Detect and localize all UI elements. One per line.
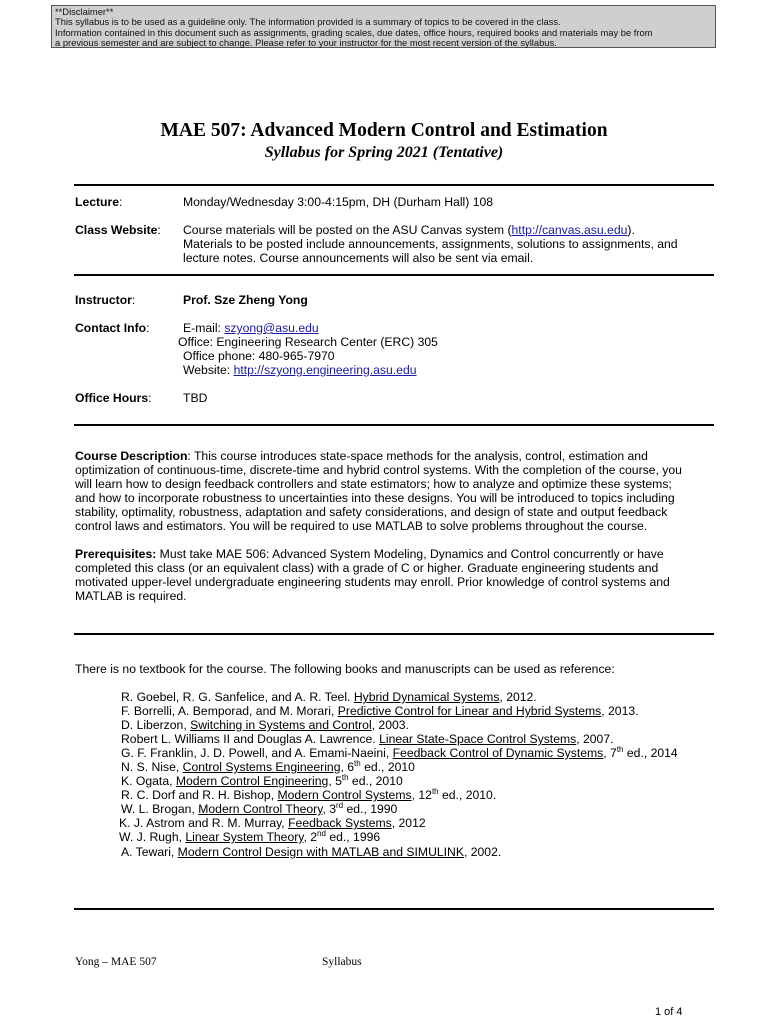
lecture-label: Lecture: — [75, 195, 123, 209]
reference-item: N. S. Nise, Control Systems Engineering, 6th ed., 2010 — [121, 758, 415, 774]
divider — [74, 424, 714, 426]
page-subtitle: Syllabus for Spring 2021 (Tentative) — [264, 144, 504, 161]
divider — [74, 908, 714, 910]
footer-doc-type: Syllabus — [322, 956, 362, 968]
contact-phone: Office phone: 480-965-7970 — [183, 349, 335, 363]
reference-item: W. L. Brogan, Modern Control Theory, 3rd ed., 1990 — [121, 800, 398, 816]
website-label: Class Website: — [75, 223, 161, 237]
disclaimer-line: a previous semester and are subject to change. Please refer to your instructor for the most recent version of the syllabus. — [55, 38, 557, 49]
contact-office: Office: Engineering Research Center (ERC) 305 — [178, 335, 438, 349]
instructor-website-link[interactable]: http://szyong.engineering.asu.edu — [233, 363, 417, 377]
reference-item: Robert L. Williams II and Douglas A. Lawrence. Linear State-Space Control Systems, 2007. — [121, 732, 614, 746]
email-link[interactable]: szyong@asu.edu — [224, 321, 319, 335]
instructor-label: Instructor: — [75, 293, 136, 307]
canvas-link[interactable]: http://canvas.asu.edu — [511, 223, 628, 237]
contact-email: E-mail: szyong@asu.edu — [183, 321, 319, 335]
office-hours-label: Office Hours: — [75, 391, 152, 405]
reference-item: R. Goebel, R. G. Sanfelice, and A. R. Teel. Hybrid Dynamical Systems, 2012. — [121, 690, 537, 704]
disclaimer-line: Information contained in this document such as assignments, grading scales, due dates, office hours, required books and materials may be from — [55, 27, 653, 38]
prerequisites: Prerequisites: Must take MAE 506: Advanced System Modeling, Dynamics and Control concurrently or have completed this class (or an equivalent class) with a grade of C or higher. Graduate engineering students and motivated upper-level undergraduate engineering students may enroll. Prior knowledge of control systems and MATLAB is required. — [75, 547, 670, 603]
lecture-value: Monday/Wednesday 3:00-4:15pm, DH (Durham Hall) 108 — [183, 195, 494, 209]
contact-label: Contact Info: — [75, 321, 150, 335]
reference-item: D. Liberzon, Switching in Systems and Control, 2003. — [121, 718, 409, 732]
disclaimer-line: This syllabus is to be used as a guideline only. The information provided is a summary of topics to be covered in the class. — [55, 17, 561, 28]
page-number: 1 of 4 — [655, 1006, 683, 1018]
website-value: Course materials will be posted on the ASU Canvas system (http://canvas.asu.edu). Materials to be posted include announcements, assignments, solutions to assignments, and lecture notes. Course announcements will also be sent via email. — [183, 223, 678, 265]
reference-item: K. Ogata, Modern Control Engineering, 5th ed., 2010 — [121, 772, 403, 788]
disclaimer-heading: **Disclaimer** — [55, 7, 114, 17]
reference-item: R. C. Dorf and R. H. Bishop, Modern Control Systems, 12th ed., 2010. — [121, 786, 497, 802]
divider — [74, 633, 714, 635]
divider — [74, 274, 714, 276]
disclaimer-box — [51, 5, 716, 48]
reference-item: F. Borrelli, A. Bemporad, and M. Morari, Predictive Control for Linear and Hybrid Systems, 2013. — [121, 704, 639, 718]
reference-item: W. J. Rugh, Linear System Theory, 2nd ed., 1996 — [119, 828, 381, 844]
reference-item: K. J. Astrom and R. M. Murray, Feedback Systems, 2012 — [119, 816, 426, 830]
instructor-name: Prof. Sze Zheng Yong — [183, 293, 308, 307]
textbook-intro: There is no textbook for the course. The following books and manuscripts can be used as reference: — [75, 662, 615, 676]
reference-item: A. Tewari, Modern Control Design with MATLAB and SIMULINK, 2002. — [121, 845, 502, 859]
divider — [74, 184, 714, 186]
reference-item: G. F. Franklin, J. D. Powell, and A. Emami-Naeini, Feedback Control of Dynamic Systems, 7th ed., 2014 — [121, 744, 678, 760]
office-hours-value: TBD — [183, 391, 208, 405]
contact-website: Website: http://szyong.engineering.asu.edu — [183, 363, 417, 377]
footer-author: Yong – MAE 507 — [75, 956, 157, 968]
course-description: Course Description: This course introduces state-space methods for the analysis, control, estimation and optimization of continuous-time, discrete-time and hybrid control systems. With the completion of the course, you will learn how to design feedback controllers and state estimators; how to analyze and optimize these systems; and how to incorporate robustness to uncertainties into these designs. You will be introduced to topics including stability, optimality, robustness, adaptation and safety considerations, and design of state and output feedback control laws and estimators. You will be required to use MATLAB to solve problems throughout the course. — [75, 449, 682, 533]
page-title: MAE 507: Advanced Modern Control and Estimation — [160, 120, 608, 141]
